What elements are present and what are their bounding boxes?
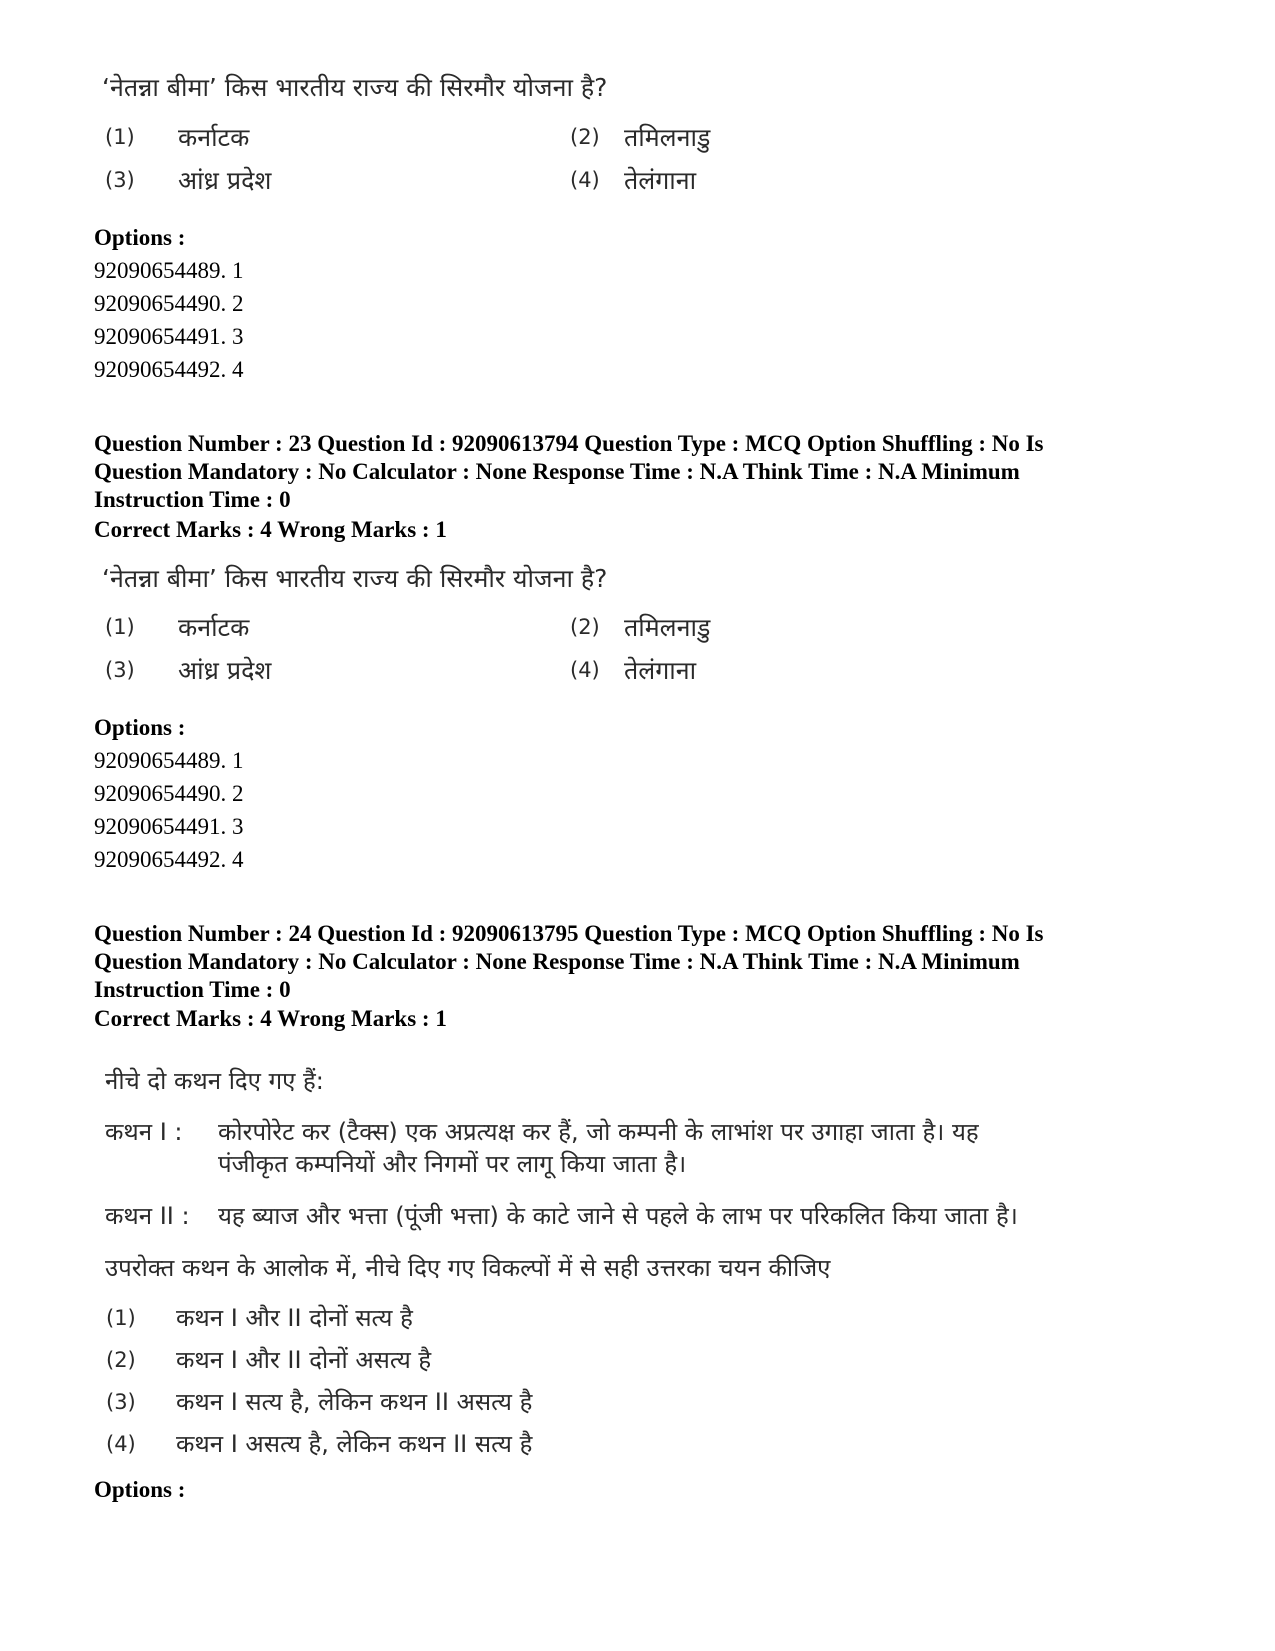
statement-text: पंजीकृत कम्पनियों और निगमों पर लागू किया जाता है।	[218, 1150, 687, 1178]
choice-number: (4)	[570, 658, 600, 682]
choice-number: (3)	[105, 168, 135, 192]
choice-number: (1)	[106, 1306, 136, 1330]
meta-line: Instruction Time : 0	[94, 487, 291, 512]
choice-text: कर्नाटक	[178, 613, 250, 642]
options-label: Options :	[94, 1477, 186, 1502]
choice-number: (2)	[570, 615, 600, 639]
statement-label: कथन II :	[105, 1202, 190, 1230]
options-label: Options :	[94, 715, 186, 740]
marks-line: Correct Marks : 4 Wrong Marks : 1	[94, 517, 447, 542]
option-item: 92090654491. 3	[94, 324, 244, 349]
meta-line: Question Number : 24 Question Id : 92090613795 Question Type : MCQ Option Shuffling : No Is	[94, 921, 1044, 946]
meta-line: Question Number : 23 Question Id : 92090613794 Question Type : MCQ Option Shuffling : No Is	[94, 431, 1044, 456]
choice-number: (1)	[105, 125, 135, 149]
question-text: ‘नेतन्ना बीमा’ किस भारतीय राज्य की सिरमौर योजना है?	[102, 73, 608, 102]
statement-label: कथन I :	[105, 1118, 183, 1146]
choice-text: तमिलनाडु	[624, 123, 711, 152]
statements-intro: नीचे दो कथन दिए गए हैं:	[105, 1067, 324, 1095]
option-item: 92090654491. 3	[94, 814, 244, 839]
option-item: 92090654489. 1	[94, 748, 244, 773]
choice-number: (1)	[105, 615, 135, 639]
choice-number: (4)	[106, 1432, 136, 1456]
choice-number: (2)	[106, 1348, 136, 1372]
choice-text: कथन I असत्य है, लेकिन कथन II सत्य है	[176, 1430, 533, 1458]
choice-number: (2)	[570, 125, 600, 149]
option-item: 92090654490. 2	[94, 781, 244, 806]
option-item: 92090654492. 4	[94, 847, 244, 872]
options-label: Options :	[94, 225, 186, 250]
choice-text: तेलंगाना	[624, 656, 697, 685]
choice-text: आंध्र प्रदेश	[178, 656, 272, 685]
meta-line: Question Mandatory : No Calculator : None Response Time : N.A Think Time : N.A Minimum	[94, 949, 1020, 974]
meta-line: Question Mandatory : No Calculator : None Response Time : N.A Think Time : N.A Minimum	[94, 459, 1020, 484]
choice-text: तमिलनाडु	[624, 613, 711, 642]
choice-number: (4)	[570, 168, 600, 192]
statement-text: कोरपोरेट कर (टैक्स) एक अप्रत्यक्ष कर हैं, जो कम्पनी के लाभांश पर उगाहा जाता है। यह	[218, 1118, 979, 1146]
question-text: ‘नेतन्ना बीमा’ किस भारतीय राज्य की सिरमौर योजना है?	[102, 564, 608, 593]
choice-text: तेलंगाना	[624, 166, 697, 195]
statement-text: यह ब्याज और भत्ता (पूंजी भत्ता) के काटे जाने से पहले के लाभ पर परिकलित किया जाता है।	[218, 1202, 1018, 1230]
option-item: 92090654492. 4	[94, 357, 244, 382]
choice-text: कथन I सत्य है, लेकिन कथन II असत्य है	[176, 1388, 533, 1416]
question-meta	[94, 430, 1194, 514]
choice-number: (3)	[105, 658, 135, 682]
option-item: 92090654490. 2	[94, 291, 244, 316]
marks-line: Correct Marks : 4 Wrong Marks : 1	[94, 1006, 447, 1031]
choice-text: कथन I और II दोनों असत्य है	[176, 1346, 432, 1374]
question-meta	[94, 920, 1194, 1004]
option-item: 92090654489. 1	[94, 258, 244, 283]
choice-number: (3)	[106, 1390, 136, 1414]
choice-text: कथन I और II दोनों सत्य है	[176, 1304, 413, 1332]
choice-text: आंध्र प्रदेश	[178, 166, 272, 195]
choice-text: कर्नाटक	[178, 123, 250, 152]
meta-line: Instruction Time : 0	[94, 977, 291, 1002]
instruction-text: उपरोक्त कथन के आलोक में, नीचे दिए गए विकल्पों में से सही उत्तरका चयन कीजिए	[105, 1254, 831, 1282]
